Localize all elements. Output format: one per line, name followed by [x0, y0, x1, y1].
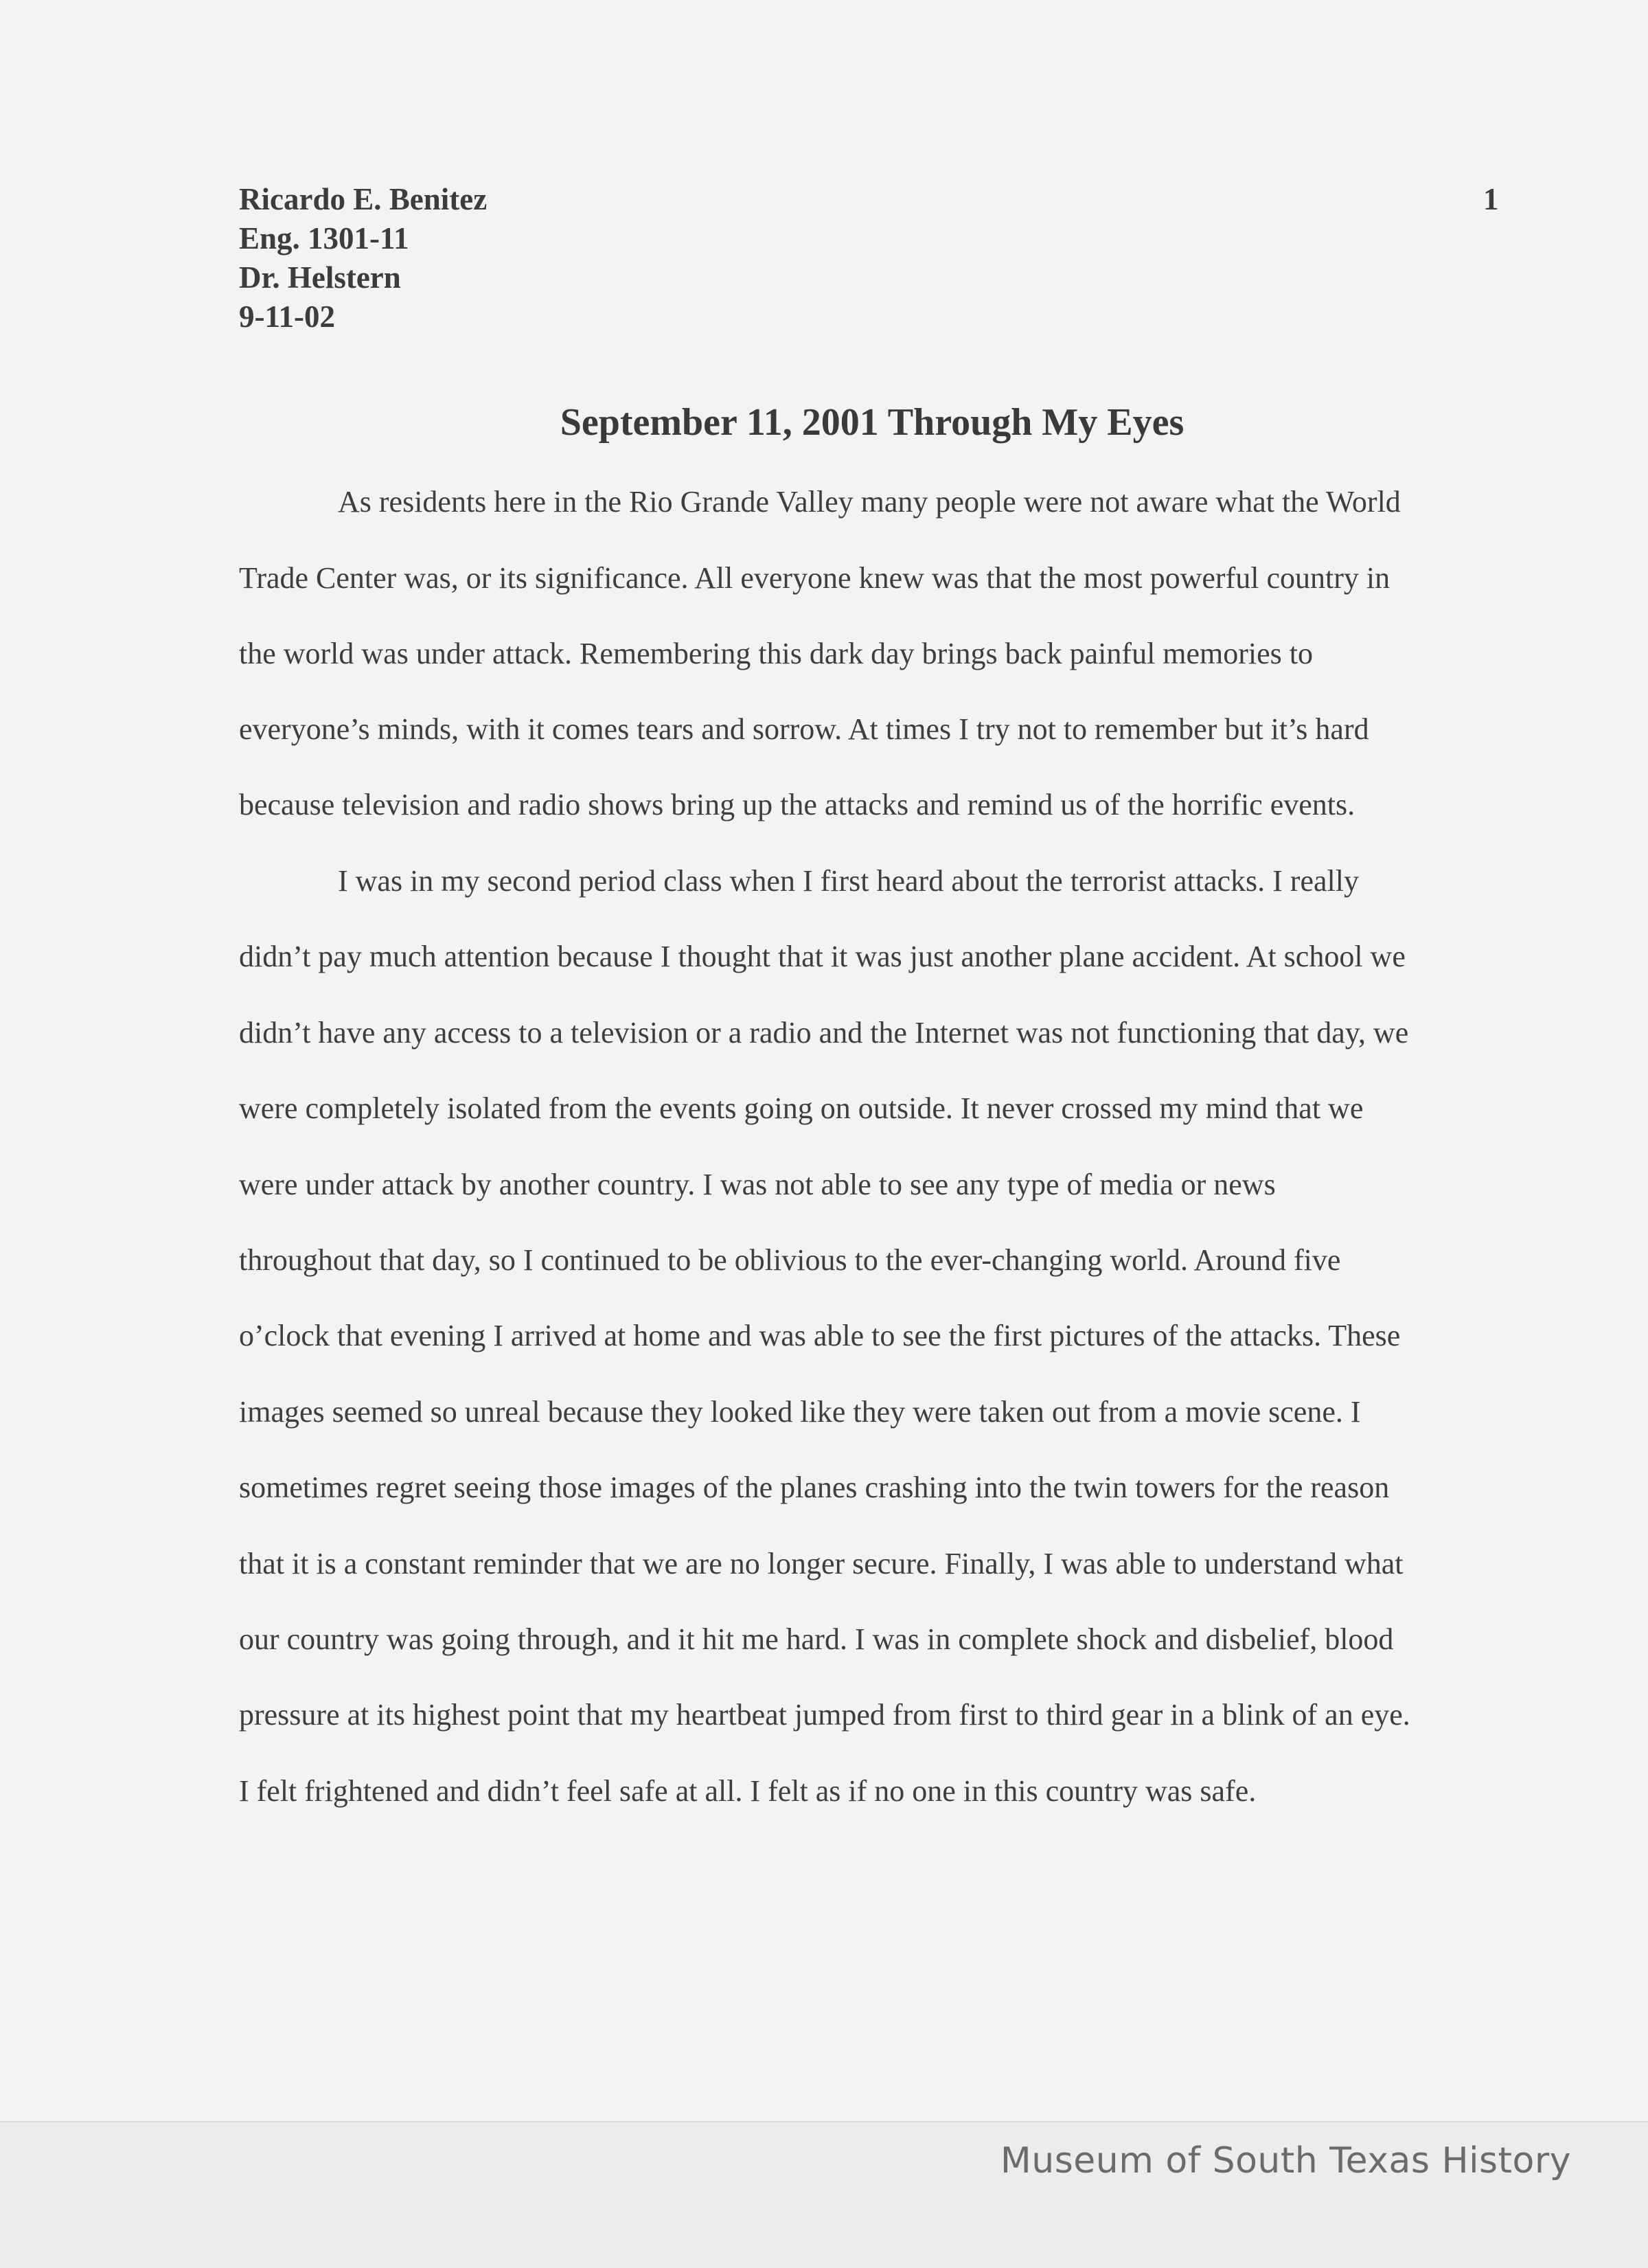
- body-line: o’clock that evening I arrived at home and was able to see the first pictures of the attacks. These: [239, 1319, 1401, 1352]
- body-line: I was in my second period class when I first heard about the terrorist attacks. I really: [338, 864, 1359, 898]
- body-line: were under attack by another country. I was not able to see any type of media or news: [239, 1168, 1276, 1201]
- body-line: the world was under attack. Remembering this dark day brings back painful memories to: [239, 637, 1314, 670]
- body-line: everyone’s minds, with it comes tears and sorrow. At times I try not to remember but it’s hard: [239, 712, 1369, 746]
- essay-date: 9-11-02: [239, 299, 335, 334]
- body-line: our country was going through, and it hit me hard. I was in complete shock and disbelief, blood: [239, 1622, 1394, 1656]
- body-line: sometimes regret seeing those images of the planes crashing into the twin towers for the reason: [239, 1471, 1390, 1504]
- body-line: pressure at its highest point that my heartbeat jumped from first to third gear in a blink of an eye.: [239, 1698, 1410, 1732]
- instructor-name: Dr. Helstern: [239, 260, 401, 295]
- body-line: As residents here in the Rio Grande Valley many people were not aware what the World: [338, 485, 1401, 519]
- body-line: were completely isolated from the events going on outside. It never crossed my mind that we: [239, 1091, 1364, 1125]
- body-line: because television and radio shows bring up the attacks and remind us of the horrific events.: [239, 788, 1355, 821]
- body-line: didn’t have any access to a television or a radio and the Internet was not functioning that day, we: [239, 1016, 1409, 1050]
- course-code: Eng. 1301-11: [239, 221, 409, 256]
- archive-credit: Museum of South Texas History: [1000, 2140, 1571, 2181]
- essay-title: September 11, 2001 Through My Eyes: [560, 401, 1184, 444]
- body-line: I felt frightened and didn’t feel safe at all. I felt as if no one in this country was safe.: [239, 1774, 1257, 1808]
- body-line: images seemed so unreal because they looked like they were taken out from a movie scene. I: [239, 1395, 1361, 1429]
- body-line: didn’t pay much attention because I thought that it was just another plane accident. At school we: [239, 940, 1406, 973]
- body-line: that it is a constant reminder that we are no longer secure. Finally, I was able to understand what: [239, 1547, 1404, 1580]
- body-line: throughout that day, so I continued to be oblivious to the ever-changing world. Around five: [239, 1243, 1341, 1277]
- body-line: Trade Center was, or its significance. All everyone knew was that the most powerful country in: [239, 561, 1390, 595]
- page-number: 1: [1483, 182, 1499, 216]
- author-name: Ricardo E. Benitez: [239, 182, 488, 216]
- header-block: [239, 180, 487, 337]
